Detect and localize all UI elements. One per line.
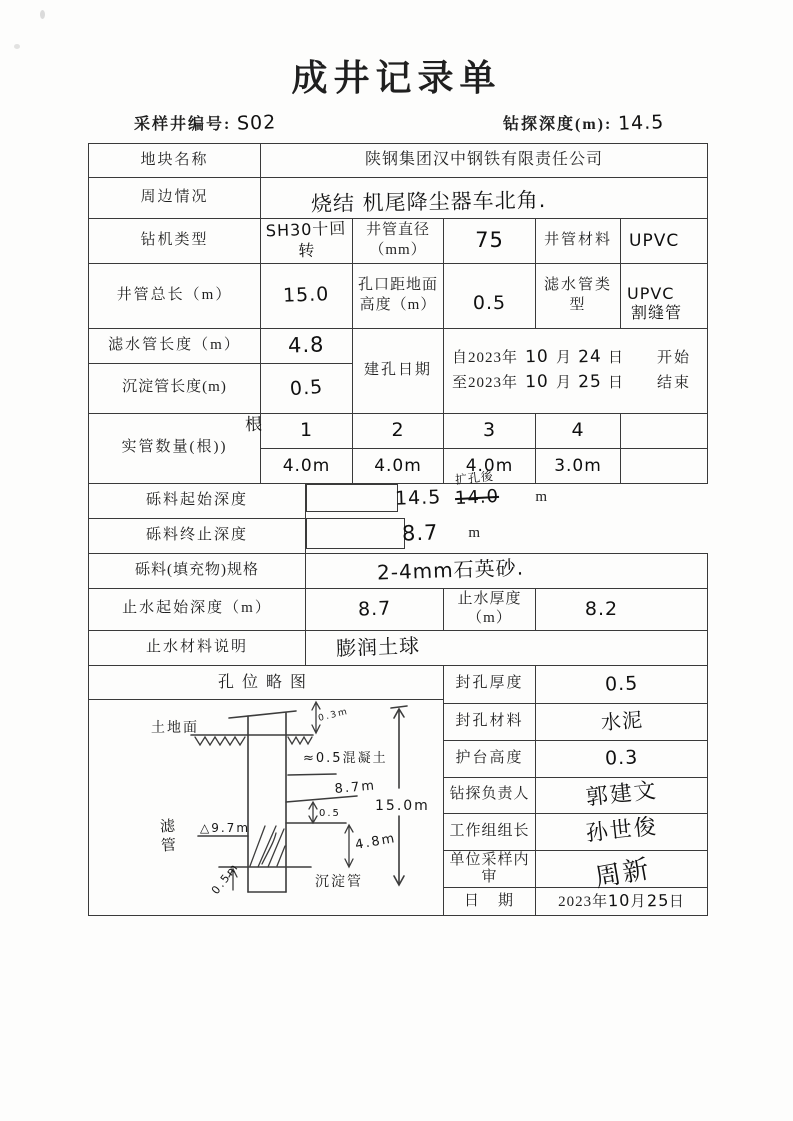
date-to-prefix: 至2023年 <box>452 374 519 391</box>
date-from-month: 10 <box>524 346 550 368</box>
well-diagram-svg <box>89 700 444 912</box>
drill-depth-label: 钻探深度(m): <box>503 116 613 133</box>
date-year: 2023年 <box>558 893 609 910</box>
cell-team-leader-value <box>536 813 708 850</box>
sketch-filter-pipe-label: 滤管 <box>157 817 178 856</box>
rig-type-handwriting: SH30十回转 <box>265 218 347 261</box>
gravel-end-handwriting: 8.7 <box>401 520 439 546</box>
cell-solid-pipe-length-2: 4.0m <box>353 448 444 483</box>
cell-solid-pipe-number-1: 1 <box>261 413 353 448</box>
cell-hole-height-value <box>444 263 536 328</box>
cell-site-name-value: 陕钢集团汉中钢铁有限责任公司 <box>261 144 708 178</box>
cell-build-date-value <box>444 328 708 413</box>
date-day-char: 日 <box>608 349 625 366</box>
build-date-line2 <box>452 371 707 396</box>
date-month: 10 <box>607 890 631 911</box>
well-id-value: S02 <box>236 111 277 135</box>
sketch-sediment-pipe-label: 沉淀管 <box>315 873 363 890</box>
platform-height-handwriting: 0.3 <box>604 746 639 770</box>
scan-speck <box>40 10 45 19</box>
cell-pipe-material-value: UPVC <box>621 219 708 264</box>
cell-seal-thickness-value <box>536 588 708 630</box>
date-start-label: 开始 <box>657 349 692 366</box>
drill-depth-value: 14.5 <box>617 111 666 135</box>
sketch-filter-top-label: △9.7m <box>200 820 251 835</box>
drilling-manager-signature: 郭建文 <box>584 778 659 811</box>
cell-sketch <box>89 665 444 916</box>
date-month-unit: 月 <box>630 893 647 910</box>
cell-internal-review-value <box>536 850 708 894</box>
sketch-ground-label: 土地面 <box>151 719 199 736</box>
surroundings-handwriting: 烧结 机尾降尘器车北角. <box>311 188 547 217</box>
cell-sediment-length-label: 沉淀管长度(m) <box>89 363 261 413</box>
cell-pipe-diameter-label: 井管直径（mm） <box>353 219 444 264</box>
cell-gravel-spec-value <box>306 553 708 588</box>
cell-date-label: 日 期 <box>444 888 536 916</box>
gravel-spec-handwriting: 2-4mm石英砂. <box>376 555 525 585</box>
sketch-filter-length-label: 4.8m <box>354 830 398 853</box>
date-day: 25 <box>646 890 670 911</box>
sketch-stickup-label: 0.3m <box>317 706 350 724</box>
cell-seal-cap-material-value <box>536 703 708 740</box>
cell-gravel-end-label: 砾料终止深度 <box>89 518 306 553</box>
filter-type-handwriting-line2: 割缝管 <box>631 302 683 322</box>
cell-platform-height-value <box>536 740 708 777</box>
cell-pipe-total-length-label: 井管总长（m） <box>89 263 261 328</box>
sediment-length-handwriting: 0.5 <box>289 375 324 400</box>
gravel-start-note: 扩孔後 <box>454 469 495 488</box>
gravel-start-handwriting: 14.5 <box>394 485 442 510</box>
seal-cap-thickness-handwriting: 0.5 <box>604 672 639 696</box>
seal-cap-material-handwriting: 水泥 <box>599 707 644 735</box>
date-to-day: 25 <box>577 371 603 393</box>
date-from-prefix: 自2023年 <box>452 349 519 366</box>
pipe-total-length-handwriting: 15.0 <box>282 283 331 308</box>
well-id-field <box>134 111 277 134</box>
cell-seal-material-value <box>306 630 708 665</box>
build-date-line1 <box>452 346 707 371</box>
cell-surroundings-value <box>261 178 708 219</box>
well-id-label: 采样井编号: <box>134 116 232 133</box>
date-month-char: 月 <box>556 349 573 366</box>
gravel-start-correction <box>454 469 500 510</box>
scan-speck <box>14 44 20 49</box>
cell-pipe-diameter-value: 75 <box>444 219 536 264</box>
internal-review-signature: 周新 <box>592 854 653 894</box>
cell-internal-review-label: 单位采样内审 <box>444 850 536 888</box>
cell-platform-height-label: 护台高度 <box>444 740 536 777</box>
cell-site-name-label: 地块名称 <box>89 144 261 178</box>
page-title: 成井记录单 <box>291 58 502 98</box>
gravel-start-struck-value: 14.0 <box>454 486 500 510</box>
cell-seal-start-label: 止水起始深度（m） <box>89 588 306 630</box>
cell-solid-pipe-length-4: 3.0m <box>536 448 621 483</box>
filter-length-handwriting: 4.8 <box>287 332 326 358</box>
cell-gravel-start-value <box>306 469 548 513</box>
cell-solid-pipe-number-2: 2 <box>353 413 444 448</box>
cell-solid-pipes-label: 实管数量(根)) <box>89 413 261 483</box>
cell-gravel-start-label: 砾料起始深度 <box>89 483 306 518</box>
cell-pipe-material-label: 井管材料 <box>536 219 621 264</box>
cell-filter-type-value <box>621 263 708 328</box>
cell-seal-cap-material-label: 封孔材料 <box>444 703 536 740</box>
cell-filter-type-label: 滤水管类型 <box>536 263 621 328</box>
cell-seal-thickness-label: 止水厚度（m） <box>444 588 536 630</box>
drill-depth-field <box>503 111 665 134</box>
hole-height-handwriting: 0.5 <box>472 292 507 315</box>
cell-seal-start-value <box>306 588 444 630</box>
sketch-header: 孔位略图 <box>89 666 443 700</box>
cell-gravel-end-value <box>306 518 481 549</box>
seal-material-handwriting: 膨润土球 <box>335 633 421 661</box>
date-from-day: 24 <box>577 346 603 368</box>
cell-rig-type-value <box>261 219 353 264</box>
gravel-end-unit: m <box>468 524 481 541</box>
cell-solid-pipe-number-3: 3 <box>444 413 536 448</box>
sketch-sediment-length-label: 0.5m <box>208 859 242 897</box>
well-record-table <box>88 143 708 916</box>
sketch-concrete-label: ≈0.5混凝土 <box>303 750 388 766</box>
cell-solid-pipe-number-4: 4 <box>536 413 621 448</box>
cell-surroundings-label: 周边情况 <box>89 178 261 219</box>
filter-type-handwriting-line1: UPVC <box>627 283 675 303</box>
date-day-unit: 日 <box>668 893 685 910</box>
cell-drilling-manager-label: 钻探负责人 <box>444 777 536 813</box>
cell-date-value <box>536 888 708 916</box>
seal-start-handwriting: 8.7 <box>357 597 392 621</box>
cell-sediment-length-value <box>261 363 353 413</box>
seal-thickness-handwriting: 8.2 <box>584 597 619 620</box>
cell-filter-length-value <box>261 328 353 363</box>
sketch-gap-label: 0.5 <box>319 807 341 819</box>
date-end-label: 结束 <box>657 374 692 391</box>
solid-pipes-unit-note-handwriting: 根 <box>244 414 263 436</box>
cell-seal-cap-thickness-label: 封孔厚度 <box>444 665 536 703</box>
cell-solid-pipe-number-5 <box>621 413 708 448</box>
well-diagram-lines <box>191 702 407 892</box>
cell-drilling-manager-value <box>536 777 708 813</box>
gravel-start-unit: m <box>535 489 548 506</box>
cell-rig-type-label: 钻机类型 <box>89 219 261 264</box>
cell-seal-cap-thickness-value <box>536 665 708 703</box>
date-day-char: 日 <box>608 374 625 391</box>
cell-seal-material-label: 止水材料说明 <box>89 630 306 665</box>
date-to-month: 10 <box>524 371 550 393</box>
cell-hole-height-label: 孔口距地面高度（m） <box>353 263 444 328</box>
cell-solid-pipe-length-3: 4.0m <box>444 448 536 483</box>
cell-pipe-total-length-value <box>261 263 353 328</box>
cell-solid-pipe-length-5 <box>621 448 708 483</box>
sketch-depth-87-label: 8.7m <box>334 778 377 797</box>
cell-solid-pipe-length-1: 4.0m <box>261 448 353 483</box>
cell-build-date-label: 建孔日期 <box>353 328 444 413</box>
date-month-char: 月 <box>556 374 573 391</box>
cell-filter-length-label: 滤水管长度（m） <box>89 328 261 363</box>
cell-gravel-spec-label: 砾料(填充物)规格 <box>89 553 306 588</box>
sketch-total-depth-label: 15.0m <box>375 797 430 814</box>
cell-team-leader-label: 工作组组长 <box>444 813 536 850</box>
well-sketch <box>89 700 443 912</box>
team-leader-signature: 孙世俊 <box>584 814 659 847</box>
